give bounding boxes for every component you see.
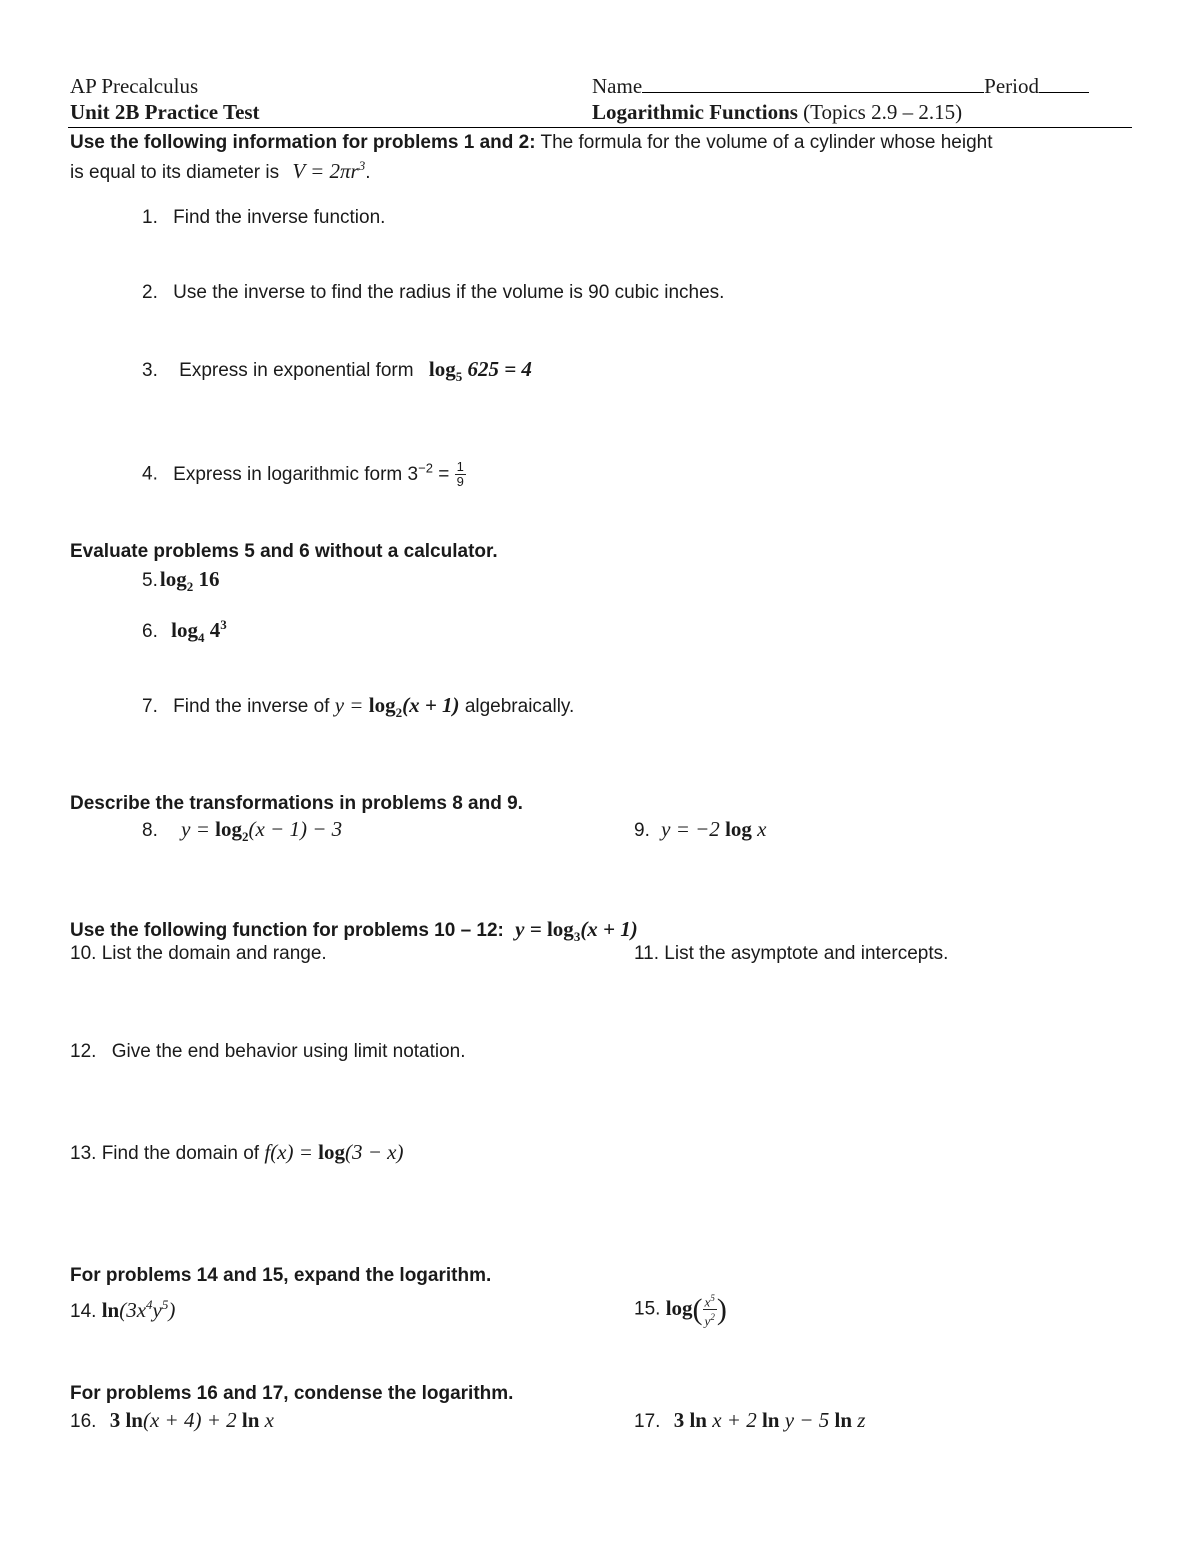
- header-divider: [68, 127, 1132, 128]
- problem-2-text: Use the inverse to find the radius if the volume is 90 cubic inches.: [173, 282, 725, 303]
- problem-17-expression: 3 ln x + 2 ln y − 5 ln z: [673, 1408, 866, 1432]
- problem-17: [634, 1408, 865, 1433]
- section-5-6-heading: Evaluate problems 5 and 6 without a calculator.: [70, 541, 498, 562]
- section-16-17-heading: For problems 16 and 17, condense the logarithm.: [70, 1383, 514, 1404]
- problem-13-pre: 13. Find the domain of: [70, 1143, 260, 1164]
- section-10-12-function: $y = \log_3(x + 1)$: [515, 917, 638, 945]
- problem-13-expression: f(x) = log(3 − x): [264, 1140, 404, 1164]
- intro-line-2: [70, 158, 370, 184]
- intro-lead: Use the following information for problems 1 and 2:: [70, 132, 536, 153]
- problem-9-number: 9.: [634, 820, 650, 841]
- name-blank[interactable]: [642, 74, 984, 93]
- problem-13: [70, 1140, 404, 1165]
- problem-4-fraction: $\frac{1}{9}$: [456, 459, 464, 489]
- problem-14-expression: $\ln(3x^4y^5)$: [101, 1297, 176, 1322]
- problem-2-number: 2.: [142, 282, 158, 303]
- problem-3-number: 3.: [142, 360, 158, 381]
- name-period-line: [592, 74, 1089, 99]
- problem-16-number: 16.: [70, 1411, 97, 1432]
- test-title: Unit 2B Practice Test: [70, 100, 260, 124]
- name-label: Name: [592, 74, 643, 98]
- problem-7-expression: $y = \log_2(x + 1)$: [334, 693, 460, 721]
- problem-3-text: Express in exponential form: [179, 360, 414, 381]
- problem-7-pre: Find the inverse of: [173, 696, 330, 717]
- problem-2: [142, 282, 724, 304]
- volume-formula: $V = 2\pi r^3$: [292, 158, 366, 183]
- problem-9: [634, 817, 766, 842]
- problem-4-expression: $3^{-2}$ = $\frac{1}{9}$: [407, 459, 464, 489]
- problem-7: [142, 693, 574, 721]
- topic-title: Logarithmic Functions: [592, 100, 798, 124]
- problem-16-expression: 3 ln(x + 4) + 2 ln x: [109, 1408, 274, 1432]
- problem-3-expression: $\log_5 625 = 4$: [428, 357, 532, 385]
- section-10-12-lead: Use the following function for problems 10 – 12:: [70, 920, 504, 941]
- problem-1: [142, 207, 385, 229]
- problem-15: [634, 1291, 727, 1329]
- problem-4-text: Express in logarithmic form: [173, 463, 403, 485]
- problem-9-expression: y = −2 log x: [661, 817, 767, 841]
- problem-14-number: 14.: [70, 1301, 97, 1322]
- problem-17-number: 17.: [634, 1411, 661, 1432]
- problem-5-number: 5.: [142, 570, 158, 591]
- problem-8-expression: $y = \log_2(x - 1) - 3$: [181, 817, 343, 845]
- problem-7-post: algebraically.: [464, 696, 575, 717]
- topic-line: [592, 100, 962, 125]
- problem-6: [142, 617, 227, 646]
- topic-range: (Topics 2.9 – 2.15): [803, 100, 963, 124]
- problem-10: 10. List the domain and range.: [70, 943, 327, 964]
- problem-14: [70, 1297, 175, 1323]
- problem-15-number: 15.: [634, 1298, 661, 1320]
- problem-1-text: Find the inverse function.: [173, 207, 386, 228]
- problem-11: 11. List the asymptote and intercepts.: [634, 943, 949, 964]
- problem-4-number: 4.: [142, 463, 158, 485]
- period-label: Period: [984, 74, 1039, 98]
- problem-12: [70, 1041, 466, 1063]
- problem-7-number: 7.: [142, 696, 158, 717]
- problem-6-expression: $\log_4 4^3$: [171, 617, 227, 646]
- problem-16: [70, 1408, 274, 1433]
- problem-15-expression: log( $\frac{x^5}{y^2}$ ): [665, 1292, 727, 1329]
- section-14-15-heading: For problems 14 and 15, expand the logarithm.: [70, 1265, 492, 1286]
- intro-text-a: The formula for the volume of a cylinder whose height: [540, 132, 993, 153]
- problem-5: [142, 567, 219, 595]
- problem-5-expression: $\log_2 16$: [159, 567, 220, 595]
- problem-3: [142, 357, 532, 385]
- course-title: AP Precalculus: [70, 74, 199, 98]
- intro-end: .: [365, 162, 371, 183]
- problem-12-number: 12.: [70, 1041, 97, 1062]
- section-10-12-heading: [70, 917, 638, 945]
- problem-8: [142, 817, 342, 845]
- section-8-9-heading: Describe the transformations in problems 8 and 9.: [70, 793, 523, 814]
- problem-1-number: 1.: [142, 207, 158, 228]
- intro-text-b: is equal to its diameter is: [70, 162, 280, 183]
- period-blank[interactable]: [1039, 74, 1089, 93]
- problem-6-number: 6.: [142, 621, 158, 642]
- intro-line-1: [70, 132, 992, 154]
- problem-12-text: Give the end behavior using limit notation.: [111, 1041, 466, 1062]
- problem-4: [142, 460, 466, 489]
- problem-8-number: 8.: [142, 820, 158, 841]
